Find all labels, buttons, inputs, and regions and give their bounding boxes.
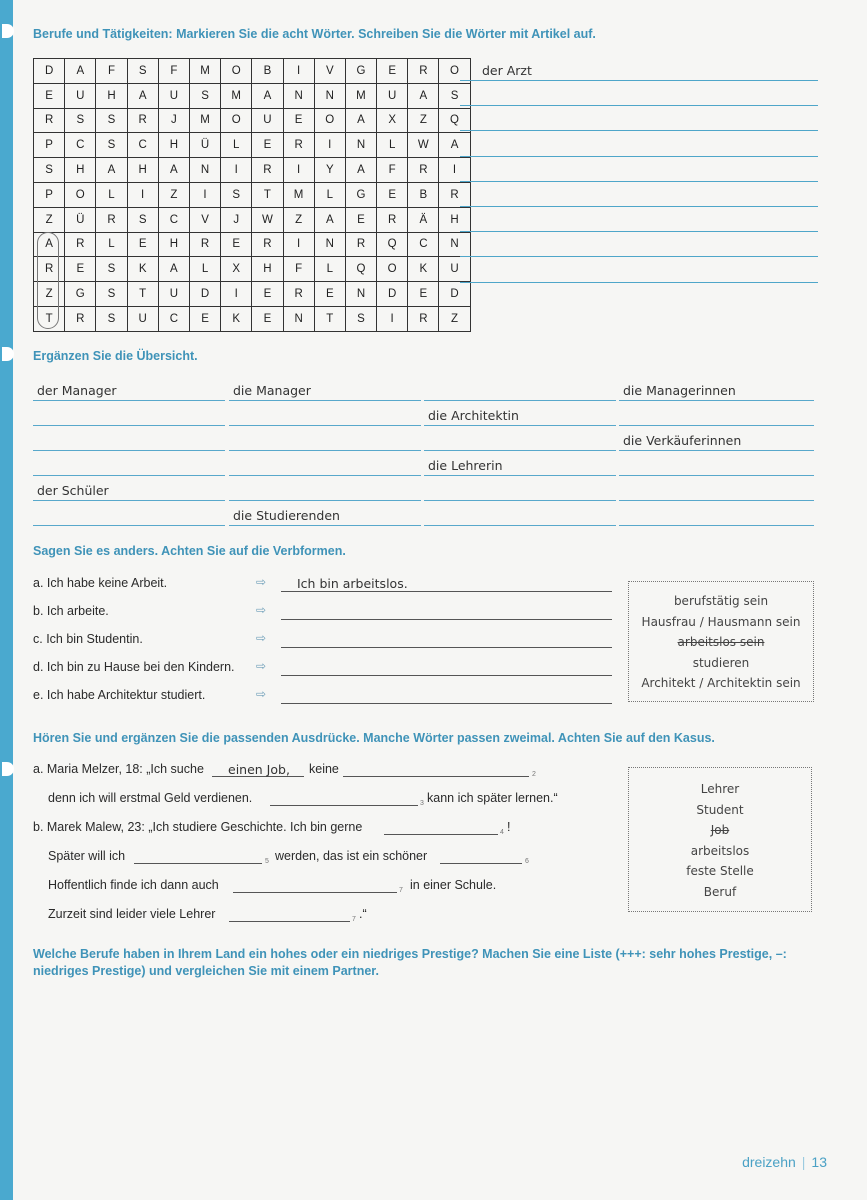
- grid-cell[interactable]: S: [96, 282, 127, 307]
- grid-cell[interactable]: R: [127, 108, 158, 133]
- sentence-label: d. Ich bin zu Hause bei den Kindern.: [33, 660, 235, 674]
- grid-cell[interactable]: I: [189, 182, 220, 207]
- grid-cell[interactable]: I: [283, 158, 314, 183]
- grid-cell[interactable]: E: [221, 232, 252, 257]
- grid-cell[interactable]: Q: [377, 232, 408, 257]
- overview-line[interactable]: [619, 400, 814, 401]
- left-margin-bar: [0, 0, 13, 1200]
- overview-line[interactable]: [33, 475, 225, 476]
- grid-cell[interactable]: S: [96, 306, 127, 331]
- overview-line[interactable]: [619, 475, 814, 476]
- grid-cell[interactable]: R: [377, 207, 408, 232]
- grid-cell[interactable]: E: [283, 108, 314, 133]
- box-phrase: studieren: [692, 655, 750, 670]
- overview-line[interactable]: [33, 450, 225, 451]
- grid-cell[interactable]: A: [158, 158, 189, 183]
- grid-cell[interactable]: S: [127, 207, 158, 232]
- grid-cell[interactable]: L: [96, 182, 127, 207]
- grid-cell[interactable]: U: [377, 83, 408, 108]
- b-line3b: in einer Schule.: [410, 878, 497, 892]
- grid-cell[interactable]: N: [314, 232, 345, 257]
- grid-cell[interactable]: H: [158, 133, 189, 158]
- overview-line[interactable]: [229, 525, 421, 526]
- grid-cell[interactable]: R: [408, 306, 439, 331]
- overview-line[interactable]: [424, 450, 616, 451]
- grid-cell[interactable]: E: [189, 306, 220, 331]
- overview-line[interactable]: [619, 500, 814, 501]
- answer-blank[interactable]: [281, 591, 612, 592]
- grid-cell[interactable]: E: [252, 306, 283, 331]
- blank-num-4: 4: [500, 829, 504, 836]
- grid-cell[interactable]: Z: [34, 282, 65, 307]
- overview-line[interactable]: [33, 400, 225, 401]
- task-marker-2: [2, 347, 14, 361]
- verb-phrase-box: [628, 581, 814, 702]
- task4-heading: Hören Sie und ergänzen Sie die passenden Ausdrücke. Manche Wörter passen zweimal. Achten Sie auf den Kasus.: [33, 731, 715, 745]
- grid-cell[interactable]: M: [221, 83, 252, 108]
- grid-cell[interactable]: H: [439, 207, 470, 232]
- task-marker-1: [2, 24, 14, 38]
- overview-line[interactable]: [33, 425, 225, 426]
- grid-cell[interactable]: A: [96, 158, 127, 183]
- grid-cell[interactable]: A: [158, 257, 189, 282]
- grid-cell[interactable]: Z: [283, 207, 314, 232]
- grid-row: [34, 232, 471, 257]
- grid-cell[interactable]: I: [221, 282, 252, 307]
- grid-cell[interactable]: L: [221, 133, 252, 158]
- arrow-icon: ⇨: [256, 603, 267, 617]
- grid-cell[interactable]: W: [252, 207, 283, 232]
- blank-3[interactable]: [270, 805, 418, 806]
- grid-cell[interactable]: D: [377, 282, 408, 307]
- grid-cell[interactable]: O: [314, 108, 345, 133]
- answer-line[interactable]: [460, 282, 818, 283]
- task2-heading: Ergänzen Sie die Übersicht.: [33, 349, 198, 363]
- box-phrase: berufstätig sein: [673, 594, 769, 608]
- grid-cell[interactable]: H: [252, 257, 283, 282]
- grid-cell[interactable]: M: [345, 83, 376, 108]
- grid-cell[interactable]: N: [283, 83, 314, 108]
- overview-cell: die Manager: [233, 383, 311, 398]
- grid-cell[interactable]: C: [65, 133, 96, 158]
- blank-6[interactable]: [440, 863, 522, 864]
- grid-cell[interactable]: U: [252, 108, 283, 133]
- overview-line[interactable]: [229, 475, 421, 476]
- blank-num-2: 2: [532, 771, 536, 778]
- overview-cell: die Managerinnen: [623, 383, 736, 398]
- grid-cell[interactable]: E: [377, 59, 408, 84]
- blank-8[interactable]: [229, 921, 350, 922]
- grid-cell[interactable]: N: [345, 282, 376, 307]
- grid-cell[interactable]: A: [34, 232, 65, 257]
- grid-cell[interactable]: P: [34, 133, 65, 158]
- blank-7[interactable]: [233, 892, 397, 893]
- grid-row: [34, 83, 471, 108]
- grid-cell[interactable]: R: [345, 232, 376, 257]
- box-phrase: Hausfrau / Hausmann sein: [641, 614, 801, 629]
- grid-cell[interactable]: U: [65, 83, 96, 108]
- grid-cell[interactable]: C: [158, 306, 189, 331]
- box-word: Student: [696, 802, 744, 817]
- page-number: 13: [811, 1154, 827, 1170]
- grid-cell[interactable]: X: [221, 257, 252, 282]
- grid-cell[interactable]: H: [158, 232, 189, 257]
- grid-cell[interactable]: E: [65, 257, 96, 282]
- grid-cell[interactable]: I: [439, 158, 470, 183]
- answer-line[interactable]: [460, 256, 818, 257]
- grid-row: [34, 158, 471, 183]
- box-word: Lehrer: [700, 782, 740, 796]
- grid-row: [34, 182, 471, 207]
- grid-cell[interactable]: S: [96, 108, 127, 133]
- grid-cell[interactable]: L: [96, 232, 127, 257]
- grid-cell[interactable]: T: [34, 306, 65, 331]
- grid-cell[interactable]: E: [314, 282, 345, 307]
- grid-cell[interactable]: D: [34, 59, 65, 84]
- overview-cell: die Architektin: [428, 408, 519, 423]
- arrow-icon: ⇨: [256, 659, 267, 673]
- box-word: feste Stelle: [686, 864, 754, 878]
- overview-line[interactable]: [619, 525, 814, 526]
- blank-num-5: 5: [265, 858, 269, 865]
- grid-cell[interactable]: Z: [408, 108, 439, 133]
- grid-cell[interactable]: Z: [158, 182, 189, 207]
- grid-cell[interactable]: E: [377, 182, 408, 207]
- overview-line[interactable]: [229, 400, 421, 401]
- grid-cell[interactable]: W: [408, 133, 439, 158]
- grid-cell[interactable]: S: [96, 257, 127, 282]
- answer-blank[interactable]: [281, 675, 612, 676]
- overview-line[interactable]: [229, 500, 421, 501]
- grid-cell[interactable]: Q: [345, 257, 376, 282]
- grid-cell[interactable]: Ü: [65, 207, 96, 232]
- grid-cell[interactable]: E: [252, 282, 283, 307]
- grid-cell[interactable]: X: [377, 108, 408, 133]
- grid-cell[interactable]: R: [96, 207, 127, 232]
- grid-cell[interactable]: C: [408, 232, 439, 257]
- answer-blank[interactable]: [281, 703, 612, 704]
- grid-cell[interactable]: J: [221, 207, 252, 232]
- arrow-icon: ⇨: [256, 575, 267, 589]
- grid-cell[interactable]: M: [189, 59, 220, 84]
- grid-cell[interactable]: O: [221, 59, 252, 84]
- answer-line[interactable]: [460, 206, 818, 207]
- grid-cell[interactable]: R: [408, 158, 439, 183]
- grid-cell[interactable]: G: [345, 59, 376, 84]
- overview-line[interactable]: [229, 450, 421, 451]
- grid-cell[interactable]: I: [283, 59, 314, 84]
- grid-cell[interactable]: K: [408, 257, 439, 282]
- grid-cell[interactable]: I: [283, 232, 314, 257]
- sentence-label: c. Ich bin Studentin.: [33, 632, 143, 646]
- grid-cell[interactable]: R: [252, 232, 283, 257]
- overview-line[interactable]: [33, 525, 225, 526]
- grid-cell[interactable]: S: [439, 83, 470, 108]
- answer-line[interactable]: [460, 156, 818, 157]
- a-line2a: denn ich will erstmal Geld verdienen.: [48, 791, 253, 805]
- overview-line[interactable]: [424, 400, 616, 401]
- grid-cell[interactable]: S: [345, 306, 376, 331]
- grid-cell[interactable]: L: [377, 133, 408, 158]
- expression-box: [628, 767, 812, 912]
- grid-cell[interactable]: A: [65, 59, 96, 84]
- blank-5[interactable]: [134, 863, 262, 864]
- grid-cell[interactable]: C: [158, 207, 189, 232]
- grid-cell[interactable]: A: [345, 108, 376, 133]
- grid-cell[interactable]: F: [96, 59, 127, 84]
- answer-line[interactable]: [460, 181, 818, 182]
- grid-cell[interactable]: H: [96, 83, 127, 108]
- grid-cell[interactable]: R: [439, 182, 470, 207]
- answer-blank[interactable]: [281, 647, 612, 648]
- grid-cell[interactable]: R: [65, 232, 96, 257]
- b-line2b: werden, das ist ein schöner: [275, 849, 428, 863]
- grid-cell[interactable]: M: [283, 182, 314, 207]
- grid-cell[interactable]: R: [34, 108, 65, 133]
- grid-cell[interactable]: R: [34, 257, 65, 282]
- grid-cell[interactable]: F: [377, 158, 408, 183]
- grid-cell[interactable]: B: [252, 59, 283, 84]
- grid-cell[interactable]: S: [65, 108, 96, 133]
- b-line4b: .“: [359, 907, 367, 921]
- answer-text: Ich bin arbeitslos.: [297, 576, 408, 591]
- box-phrase: arbeitslos sein: [677, 635, 765, 649]
- grid-cell[interactable]: O: [65, 182, 96, 207]
- b-line3a: Hoffentlich finde ich dann auch: [48, 878, 219, 892]
- overview-cell: der Schüler: [37, 483, 109, 498]
- grid-cell[interactable]: N: [439, 232, 470, 257]
- grid-cell[interactable]: F: [283, 257, 314, 282]
- box-word: Beruf: [703, 884, 737, 899]
- task3-heading: Sagen Sie es anders. Achten Sie auf die Verbformen.: [33, 544, 346, 558]
- grid-cell[interactable]: I: [127, 182, 158, 207]
- grid-cell[interactable]: N: [314, 83, 345, 108]
- grid-cell[interactable]: P: [34, 182, 65, 207]
- grid-cell[interactable]: L: [189, 257, 220, 282]
- grid-cell[interactable]: F: [158, 59, 189, 84]
- grid-row: [34, 282, 471, 307]
- grid-cell[interactable]: S: [189, 83, 220, 108]
- answer-line[interactable]: [460, 231, 818, 232]
- task5-heading: Welche Berufe haben in Ihrem Land ein hohes oder ein niedriges Prestige? Machen Sie eine Liste (+++: sehr hohes Prestige, –: niedriges Prestige) und vergleichen Sie mit einem Partner.: [33, 947, 787, 978]
- grid-cell[interactable]: I: [377, 306, 408, 331]
- b-excl: !: [507, 820, 511, 834]
- box-phrase: Architekt / Architektin sein: [641, 676, 801, 690]
- grid-cell[interactable]: T: [252, 182, 283, 207]
- arrow-icon: ⇨: [256, 687, 267, 701]
- grid-cell[interactable]: Z: [34, 207, 65, 232]
- grid-cell[interactable]: K: [127, 257, 158, 282]
- grid-row: [34, 207, 471, 232]
- grid-cell[interactable]: N: [283, 306, 314, 331]
- grid-cell[interactable]: O: [439, 59, 470, 84]
- grid-cell[interactable]: D: [439, 282, 470, 307]
- box-word: Job: [710, 823, 730, 837]
- blank-4[interactable]: [384, 834, 498, 835]
- answer-line[interactable]: [460, 80, 818, 81]
- grid-cell[interactable]: R: [65, 306, 96, 331]
- grid-row: [34, 59, 471, 84]
- grid-cell[interactable]: G: [345, 182, 376, 207]
- grid-cell[interactable]: Ä: [408, 207, 439, 232]
- a-line2b: kann ich später lernen.“: [427, 791, 558, 805]
- grid-cell[interactable]: A: [314, 207, 345, 232]
- grid-cell[interactable]: Q: [439, 108, 470, 133]
- grid-cell[interactable]: O: [377, 257, 408, 282]
- grid-cell[interactable]: J: [158, 108, 189, 133]
- answer-line[interactable]: [460, 130, 818, 131]
- overview-line[interactable]: [424, 475, 616, 476]
- grid-cell[interactable]: Z: [439, 306, 470, 331]
- grid-cell[interactable]: V: [314, 59, 345, 84]
- grid-cell[interactable]: H: [127, 158, 158, 183]
- grid-cell[interactable]: R: [408, 59, 439, 84]
- grid-cell[interactable]: R: [252, 158, 283, 183]
- overview-line[interactable]: [424, 525, 616, 526]
- a-keine: keine: [309, 762, 339, 776]
- grid-cell[interactable]: T: [314, 306, 345, 331]
- overview-line[interactable]: [619, 450, 814, 451]
- answer-example: der Arzt: [482, 63, 532, 78]
- b-line2a: Später will ich: [48, 849, 126, 863]
- blank-num-6: 6: [525, 858, 529, 865]
- grid-cell[interactable]: A: [127, 83, 158, 108]
- grid-cell[interactable]: A: [252, 83, 283, 108]
- grid-cell[interactable]: L: [314, 257, 345, 282]
- grid-row: [34, 257, 471, 282]
- blank-num-7: 7: [399, 887, 403, 894]
- sentence-label: e. Ich habe Architektur studiert.: [33, 688, 206, 702]
- grid-cell[interactable]: N: [189, 158, 220, 183]
- overview-cell: die Studierenden: [233, 508, 340, 523]
- box-word: arbeitslos: [690, 843, 750, 858]
- grid-cell[interactable]: K: [221, 306, 252, 331]
- grid-cell[interactable]: H: [65, 158, 96, 183]
- grid-cell[interactable]: S: [221, 182, 252, 207]
- page-word: dreizehn: [742, 1154, 796, 1170]
- overview-line[interactable]: [229, 425, 421, 426]
- overview-cell: die Verkäuferinnen: [623, 433, 742, 448]
- grid-cell[interactable]: Ü: [189, 133, 220, 158]
- grid-row: [34, 306, 471, 331]
- grid-cell[interactable]: M: [189, 108, 220, 133]
- word-search-grid: [33, 58, 471, 332]
- grid-cell[interactable]: A: [408, 83, 439, 108]
- overview-cell: der Manager: [37, 383, 117, 398]
- grid-cell[interactable]: U: [127, 306, 158, 331]
- grid-cell[interactable]: E: [252, 133, 283, 158]
- blank-num-8: 7: [352, 916, 356, 923]
- answer-blank[interactable]: [281, 619, 612, 620]
- page-footer: [742, 1154, 827, 1170]
- overview-line[interactable]: [619, 425, 814, 426]
- grid-cell[interactable]: R: [283, 133, 314, 158]
- grid-cell[interactable]: O: [221, 108, 252, 133]
- grid-cell[interactable]: U: [158, 282, 189, 307]
- grid-cell[interactable]: R: [189, 232, 220, 257]
- grid-row: [34, 108, 471, 133]
- overview-cell: die Lehrerin: [428, 458, 503, 473]
- grid-cell[interactable]: E: [34, 83, 65, 108]
- grid-cell[interactable]: V: [189, 207, 220, 232]
- grid-cell[interactable]: A: [345, 158, 376, 183]
- a-intro: a. Maria Melzer, 18: „Ich suche: [33, 762, 204, 776]
- grid-cell[interactable]: U: [439, 257, 470, 282]
- b-intro: b. Marek Malew, 23: „Ich studiere Geschichte. Ich bin gerne: [33, 820, 363, 834]
- grid-cell[interactable]: U: [158, 83, 189, 108]
- overview-line[interactable]: [33, 500, 225, 501]
- grid-cell[interactable]: T: [127, 282, 158, 307]
- grid-cell[interactable]: A: [439, 133, 470, 158]
- overview-line[interactable]: [424, 500, 616, 501]
- grid-cell[interactable]: E: [127, 232, 158, 257]
- overview-line[interactable]: [424, 425, 616, 426]
- sentence-label: b. Ich arbeite.: [33, 604, 109, 618]
- answer-1: einen Job,: [228, 762, 290, 777]
- sentence-label: a. Ich habe keine Arbeit.: [33, 576, 168, 590]
- page-separator: |: [801, 1154, 806, 1170]
- grid-cell[interactable]: E: [345, 207, 376, 232]
- arrow-icon: ⇨: [256, 631, 267, 645]
- blank-2[interactable]: [343, 776, 529, 777]
- grid-cell[interactable]: S: [96, 133, 127, 158]
- grid-cell[interactable]: D: [189, 282, 220, 307]
- grid-cell[interactable]: E: [408, 282, 439, 307]
- task-marker-4: [2, 762, 14, 776]
- grid-cell[interactable]: N: [345, 133, 376, 158]
- grid-row: [34, 133, 471, 158]
- grid-cell[interactable]: R: [283, 282, 314, 307]
- grid-cell[interactable]: I: [314, 133, 345, 158]
- grid-cell[interactable]: S: [34, 158, 65, 183]
- answer-line[interactable]: [460, 105, 818, 106]
- task1-heading: Berufe und Tätigkeiten: Markieren Sie die acht Wörter. Schreiben Sie die Wörter mit Artikel auf.: [33, 27, 596, 41]
- grid-cell[interactable]: G: [65, 282, 96, 307]
- marked-word-circle: [37, 232, 59, 329]
- grid-cell[interactable]: C: [127, 133, 158, 158]
- grid-cell[interactable]: Y: [314, 158, 345, 183]
- grid-cell[interactable]: B: [408, 182, 439, 207]
- grid-cell[interactable]: I: [221, 158, 252, 183]
- grid-cell[interactable]: S: [127, 59, 158, 84]
- grid-cell[interactable]: L: [314, 182, 345, 207]
- b-line4a: Zurzeit sind leider viele Lehrer: [48, 907, 216, 921]
- blank-num-3: 3: [420, 800, 424, 807]
